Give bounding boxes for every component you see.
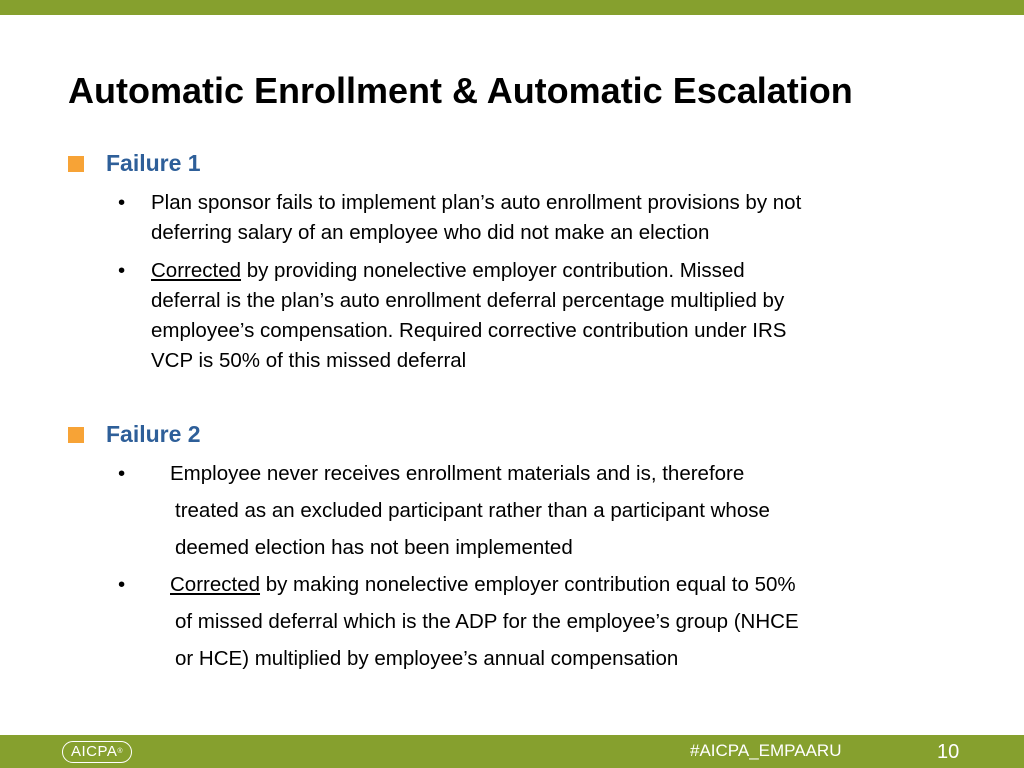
square-bullet-icon (68, 156, 84, 172)
bullet-line-rest: by providing nonelective employer contribution. Missed (241, 259, 745, 282)
bullet-line: Employee never receives enrollment materials and is, therefore (170, 462, 745, 485)
top-accent-bar (0, 0, 1024, 15)
bullet-line: Plan sponsor fails to implement plan’s auto enrollment provisions by not (151, 191, 802, 214)
bullet-line: treated as an excluded participant rather than a participant whose (175, 499, 770, 522)
bullet-line: deferral is the plan’s auto enrollment deferral percentage multiplied by (151, 289, 785, 312)
page-number: 10 (937, 741, 960, 763)
bullet-line: or HCE) multiplied by employee’s annual compensation (175, 647, 679, 670)
square-bullet-icon (68, 427, 84, 443)
bullet-dot-icon: • (118, 259, 126, 282)
bullet-line: employee’s compensation. Required corrective contribution under IRS (151, 319, 787, 342)
bullet-line-rest: by making nonelective employer contribution equal to 50% (260, 573, 796, 596)
registered-mark: ® (117, 748, 124, 755)
failure-1-heading (68, 150, 201, 177)
bullet-line: deemed election has not been implemented (175, 536, 573, 559)
footer-bar (0, 735, 1024, 768)
bullet-first-line (151, 256, 745, 286)
event-hashtag: #AICPA_EMPAARU (690, 741, 842, 760)
aicpa-logo (62, 741, 132, 763)
slide-title: Automatic Enrollment & Automatic Escalation (68, 70, 853, 111)
corrected-underlined: Corrected (151, 259, 242, 282)
bullet-line: deferring salary of an employee who did not make an election (151, 221, 710, 244)
failure-1-label: Failure 1 (106, 150, 201, 176)
failure-2-label: Failure 2 (106, 421, 201, 447)
bullet-dot-icon: • (118, 462, 126, 485)
bullet-dot-icon: • (118, 191, 126, 214)
bullet-dot-icon: • (118, 573, 126, 596)
bullet-line: of missed deferral which is the ADP for the employee’s group (NHCE (175, 610, 799, 633)
corrected-underlined: Corrected (170, 573, 261, 596)
bullet-first-line (170, 570, 796, 600)
failure-2-heading (68, 421, 201, 448)
aicpa-logo-text: AICPA (71, 743, 118, 760)
bullet-line: VCP is 50% of this missed deferral (151, 349, 467, 372)
